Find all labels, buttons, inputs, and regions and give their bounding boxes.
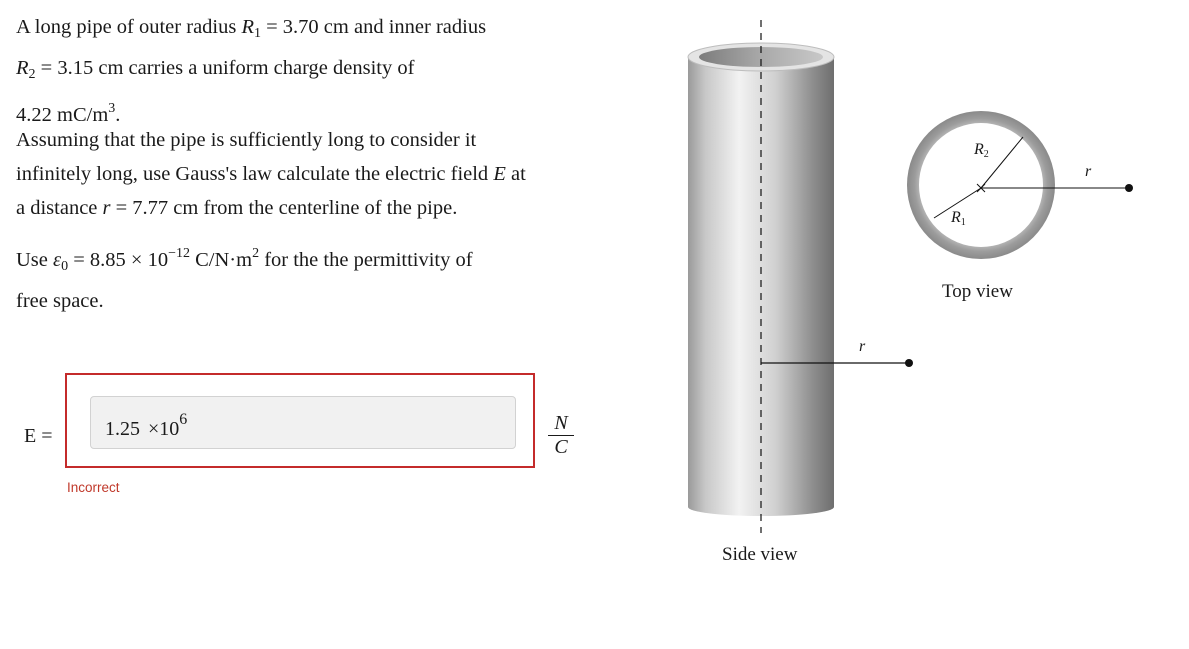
r1-symbol: R xyxy=(241,16,254,38)
text: A long pipe of outer radius xyxy=(16,16,242,38)
top-r-label: r xyxy=(1085,163,1092,180)
text: = 7.77 cm from the centerline of the pipe. xyxy=(110,197,458,219)
text: free space. xyxy=(16,290,104,312)
answer-exponent: 6 xyxy=(179,411,188,428)
r2-symbol: R xyxy=(16,57,29,79)
answer-times-ten: ×10 xyxy=(148,418,180,440)
top-r-point xyxy=(1125,184,1133,192)
text: Assuming that the pipe is sufficiently long to consider it xyxy=(16,129,477,151)
r2-subscript: 2 xyxy=(28,67,36,82)
answer-label: E = xyxy=(24,425,53,447)
text: at xyxy=(505,163,526,185)
answer-mantissa: 1.25 xyxy=(105,418,140,440)
text: . xyxy=(115,104,121,126)
r1-subscript: 1 xyxy=(960,217,966,228)
superscript: 2 xyxy=(252,246,260,261)
r1-label xyxy=(951,209,966,228)
top-view-caption: Top view xyxy=(942,281,1013,302)
unit-denominator: C xyxy=(554,436,568,458)
exponent: −12 xyxy=(168,246,190,261)
text: a distance xyxy=(16,197,103,219)
unit-numerator: N xyxy=(548,412,574,436)
text: Use xyxy=(16,249,54,271)
side-r-label: r xyxy=(859,338,866,355)
r1-symbol: R xyxy=(951,209,961,226)
e-symbol: E xyxy=(493,163,506,185)
r-symbol: r xyxy=(102,197,111,219)
feedback-message: Incorrect xyxy=(67,480,120,495)
epsilon-symbol: ε xyxy=(53,249,62,271)
text: C/N·m xyxy=(190,249,253,271)
r2-label xyxy=(974,141,989,160)
text: = 3.15 cm carries a uniform charge density of xyxy=(35,57,415,79)
side-r-point xyxy=(905,359,913,367)
charge-density: 4.22 mC/m xyxy=(16,104,109,126)
r1-subscript: 1 xyxy=(254,26,261,41)
epsilon-subscript: 0 xyxy=(61,259,69,274)
side-view-caption: Side view xyxy=(722,544,798,565)
text: infinitely long, use Gauss's law calculate the electric field xyxy=(16,163,494,185)
r2-subscript: 2 xyxy=(983,149,989,160)
r2-symbol: R xyxy=(974,141,984,158)
text: = 8.85 × 10 xyxy=(68,249,169,271)
text: for the the permittivity of xyxy=(259,249,473,271)
superscript: 3 xyxy=(108,101,116,116)
text: = 3.70 cm and inner radius xyxy=(261,16,487,38)
